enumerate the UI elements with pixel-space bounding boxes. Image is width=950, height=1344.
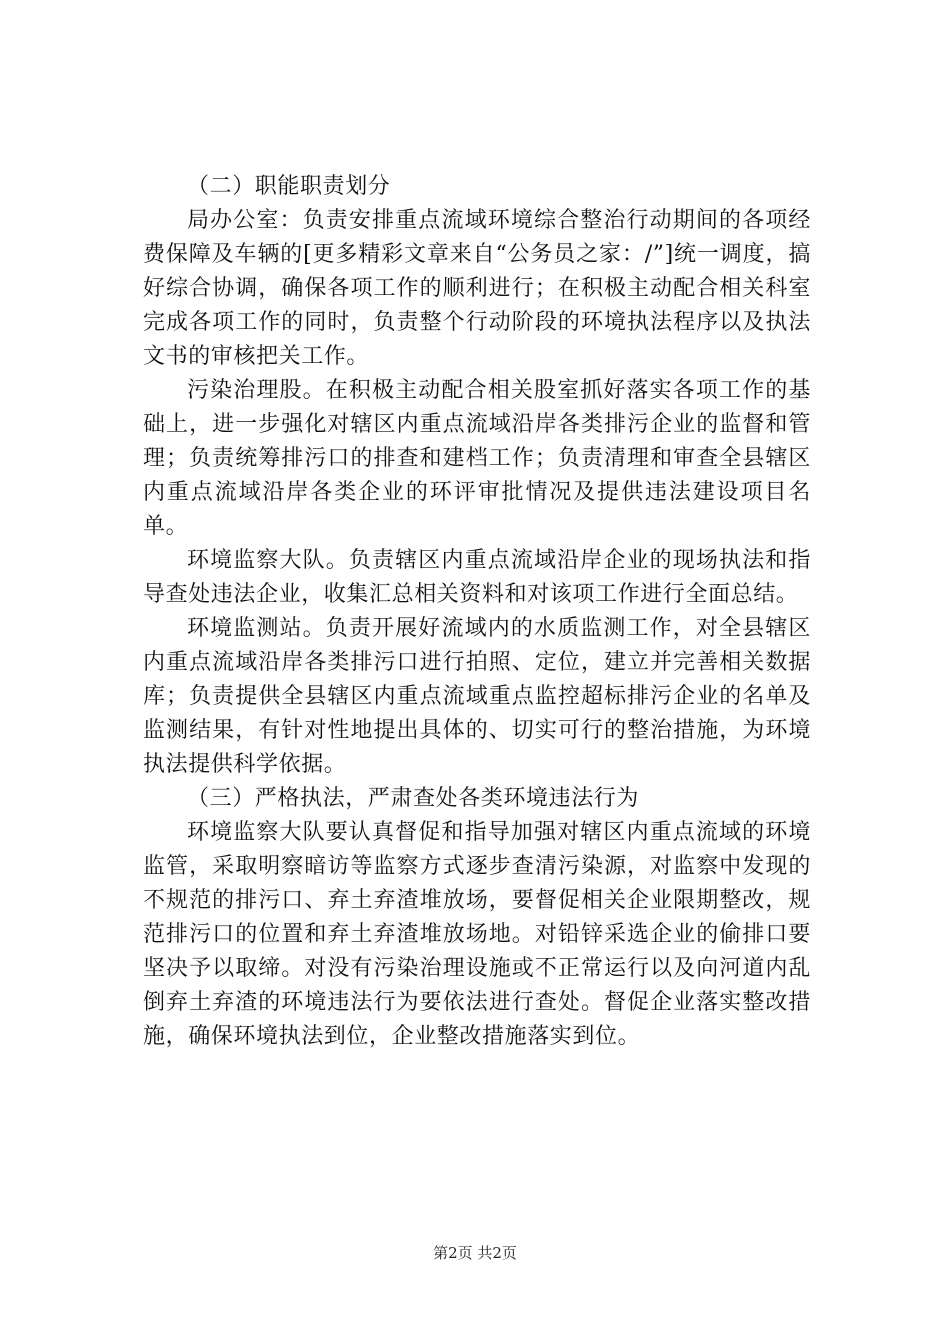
paragraph-monitoring-station: 环境监测站。负责开展好流域内的水质监测工作，对全县辖区内重点流域沿岸各类排污口进行拍照、定位，建立并完善相关数据库；负责提供全县辖区内重点流域重点监控超标排污企业的名单及监测结果，有针对性地提出具体的、切实可行的整治措施，为环境执法提供科学依据。: [143, 616, 811, 777]
paragraph-enforcement: 环境监察大队要认真督促和指导加强对辖区内重点流域的环境监管，采取明察暗访等监察方式逐步查清污染源，对监察中发现的不规范的排污口、弃土弃渣堆放场，要督促相关企业限期整改，规范排污口的位置和弃土弃渣堆放场地。对铅锌采选企业的偷排口要坚决予以取缔。对没有污染治理设施或不正常运行以及向河道内乱倒弃土弃渣的环境违法行为要依法进行查处。督促企业落实整改措施，确保环境执法到位，企业整改措施落实到位。: [143, 820, 811, 1049]
page-number-footer: 第2页 共2页: [433, 1244, 517, 1262]
paragraph-pollution-control: 污染治理股。在积极主动配合相关股室抓好落实各项工作的基础上，进一步强化对辖区内重点流域沿岸各类排污企业的监督和管理；负责统筹排污口的排查和建档工作；负责清理和审查全县辖区内重点流域沿岸各类企业的环评审批情况及提供违法建设项目名单。: [143, 378, 811, 539]
document-body: [143, 170, 811, 1054]
paragraph-supervision-brigade: 环境监察大队。负责辖区内重点流域沿岸企业的现场执法和指导查处违法企业，收集汇总相关资料和对该项工作进行全面总结。: [143, 548, 811, 607]
paragraph-bureau-office: 局办公室：负责安排重点流域环境综合整治行动期间的各项经费保障及车辆的[更多精彩文章来自“公务员之家：/”]统一调度，搞好综合协调，确保各项工作的顺利进行；在积极主动配合相关科室完成各项工作的同时，负责整个行动阶段的环境执法程序以及执法文书的审核把关工作。: [143, 208, 811, 369]
section-heading-duties: （二）职能职责划分: [187, 174, 391, 199]
section-heading-enforcement: （三）严格执法，严肃查处各类环境违法行为: [187, 786, 640, 811]
